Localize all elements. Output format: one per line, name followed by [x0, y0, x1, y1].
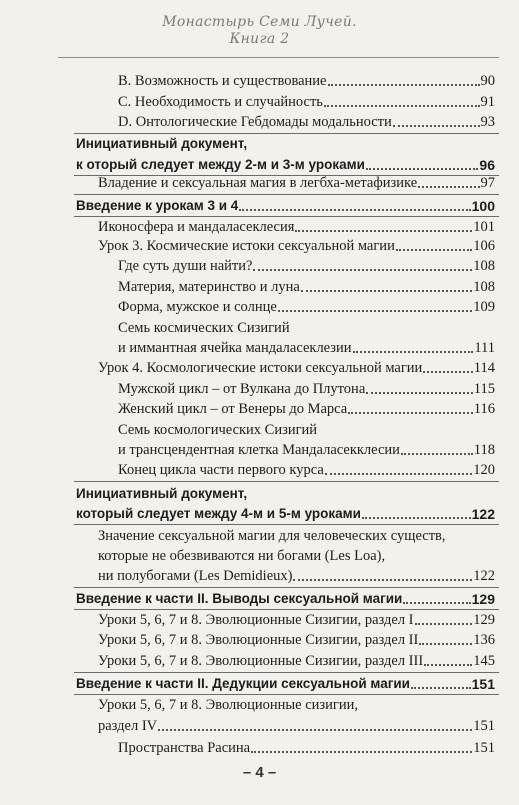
- running-header-subtitle: Книга 2: [229, 31, 290, 47]
- toc-entry-line: Инициативный документ,: [76, 136, 248, 151]
- toc-entry: Урок 4. Космологические истоки сексуальной магии 114: [98, 360, 495, 376]
- section-rule: [74, 133, 499, 134]
- running-header: [0, 14, 519, 48]
- toc-page: 145: [473, 653, 495, 669]
- toc-entry: раздел IV 151: [98, 718, 495, 734]
- toc-entry: D. Онтологические Гебдомады модальности 93: [118, 114, 495, 130]
- toc-page: 136: [473, 632, 495, 648]
- toc-page: 115: [473, 381, 495, 397]
- toc-entry: Урок 3. Космические истоки сексуальной магии 106: [98, 238, 495, 254]
- toc-page: 151: [471, 676, 495, 692]
- toc-entry: Уроки 5, 6, 7 и 8. Эволюционные Сизигии, раздел II 136: [98, 632, 495, 648]
- section-rule: [74, 694, 499, 695]
- section-rule: [74, 609, 499, 610]
- toc-entry: C. Необходимость и случайность 91: [118, 94, 495, 110]
- section-rule: [74, 194, 499, 195]
- toc-entry: Введение к урокам 3 и 4 100: [76, 198, 495, 214]
- page-number: – 4 –: [242, 764, 277, 781]
- toc-entry-line: Значение сексуальной магии для человеческих существ,: [98, 528, 446, 544]
- toc-page: 106: [473, 238, 495, 254]
- toc-page: 108: [473, 279, 495, 295]
- toc-page: 129: [473, 612, 495, 628]
- running-header-title: Монастырь Семи Лучей.: [162, 14, 357, 30]
- toc-page: 101: [473, 219, 495, 235]
- toc-entry: и иммантная ячейка мандаласеклезии 111: [118, 340, 495, 356]
- toc-entry: Мужской цикл – от Вулкана до Плутона 115: [118, 381, 495, 397]
- toc-entry: Введение к части II. Выводы сексуальной магии 129: [76, 591, 495, 607]
- toc-page: 122: [471, 506, 495, 522]
- section-rule: [74, 524, 499, 525]
- toc-entry-line: Семь космологических Сизигий: [118, 422, 318, 438]
- section-rule: [74, 481, 499, 482]
- toc-entry: Форма, мужское и солнце 109: [118, 299, 495, 315]
- header-rule: [58, 57, 499, 58]
- toc-page: 91: [480, 94, 495, 110]
- toc-page: 151: [473, 718, 495, 734]
- section-rule: [74, 672, 499, 673]
- toc-page: 120: [473, 462, 495, 478]
- toc-entry-line: которые не обезвиваются ни богами (Les Loa),: [98, 548, 386, 564]
- toc-page: 93: [480, 114, 495, 130]
- toc-entry: Иконосфера и мандаласеклесия 101: [98, 219, 495, 235]
- toc-page: 109: [473, 299, 495, 315]
- toc-entry: к оторый следует между 2-м и 3-м уроками 96: [76, 157, 495, 173]
- toc-entry: который следует между 4-м и 5-м уроками 122: [76, 506, 495, 522]
- toc-page: 108: [473, 258, 495, 274]
- toc-entry: Уроки 5, 6, 7 и 8. Эволюционные Сизигии, раздел III 145: [98, 653, 495, 669]
- section-rule: [74, 216, 499, 217]
- toc-entry: Введение к части II. Дедукции сексуальной магии 151: [76, 676, 495, 692]
- toc-entry-line: Уроки 5, 6, 7 и 8. Эволюционные сизигии,: [98, 697, 358, 713]
- toc-entry: Пространства Расина 151: [118, 740, 495, 756]
- toc-entry: Женский цикл – от Венеры до Марса 116: [118, 401, 495, 417]
- toc-page: 97: [480, 175, 495, 191]
- toc-entry-line: Инициативный документ,: [76, 486, 248, 501]
- toc-page: 129: [471, 591, 495, 607]
- toc-page: 100: [471, 198, 495, 214]
- toc-entry-line: Семь космических Сизигий: [118, 320, 290, 336]
- toc-entry: Материя, материнство и луна 108: [118, 279, 495, 295]
- toc-page: 111: [474, 340, 495, 356]
- toc-page: 118: [473, 442, 495, 458]
- toc-page: 96: [479, 157, 495, 173]
- toc-page: 151: [473, 740, 495, 756]
- toc-page: 122: [473, 568, 495, 584]
- toc-page: 90: [480, 73, 495, 89]
- toc-entry: Владение и сексуальная магия в легбха-метафизике 97: [98, 175, 495, 191]
- toc-entry: Конец цикла части первого курса 120: [118, 462, 495, 478]
- toc-page: 114: [473, 360, 495, 376]
- section-rule: [74, 587, 499, 588]
- toc-entry: Уроки 5, 6, 7 и 8. Эволюционные Сизигии, раздел I 129: [98, 612, 495, 628]
- toc-page: 116: [473, 401, 495, 417]
- toc-entry: ни полубогами (Les Demidieux) 122: [98, 568, 495, 584]
- toc-entry: Где суть души найти? 108: [118, 258, 495, 274]
- toc-entry: и трансцендентная клетка Мандаласекклесии 118: [118, 442, 495, 458]
- toc-entry: B. Возможность и существование 90: [118, 73, 495, 89]
